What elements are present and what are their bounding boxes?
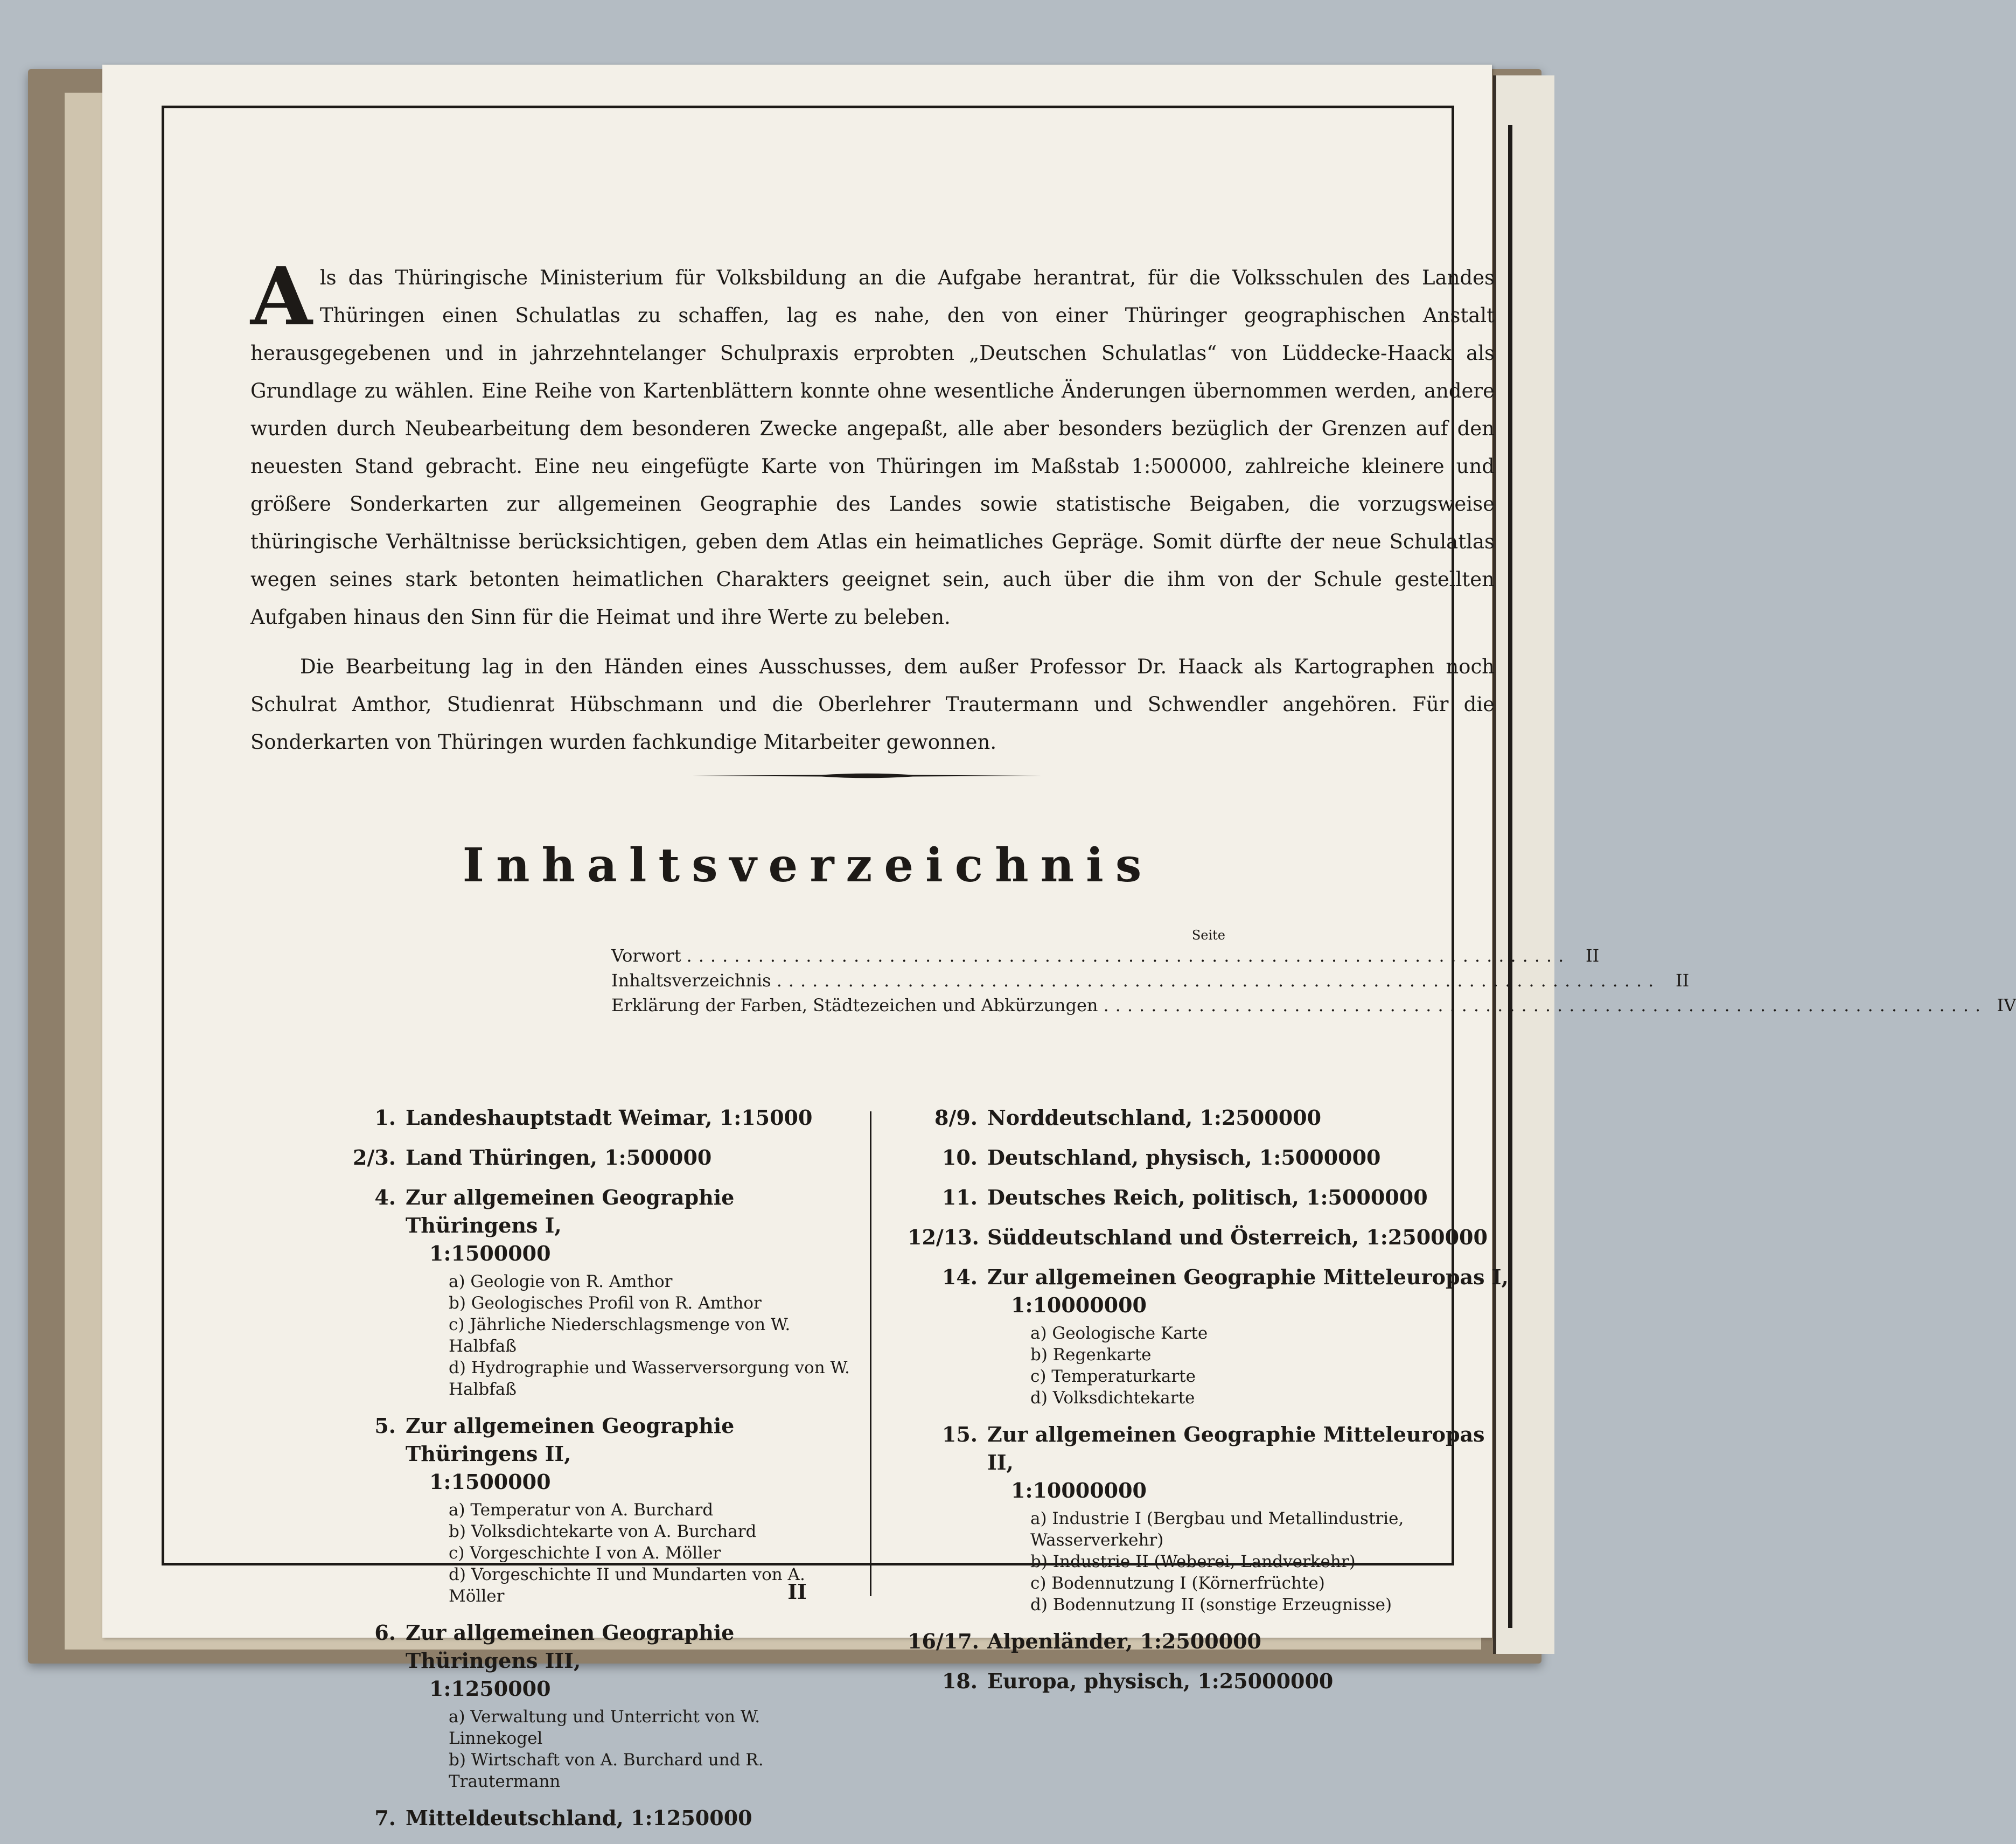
toc-entry (315, 1804, 854, 1832)
preface-paragraph-1 (250, 249, 1495, 636)
sub-map-item: d) Volksdichtekarte (1030, 1388, 1195, 1408)
sub-map-item: a) Geologische Karte (1030, 1324, 1208, 1343)
seite-label: Seite (1191, 928, 1225, 943)
entry-title: Zur allgemeinen Geographie Mitteleuropas II, (987, 1422, 1485, 1474)
sub-map-list (449, 1706, 854, 1792)
sub-map-item: a) Geologie von R. Amthor (449, 1272, 673, 1291)
entry-scale: 1:10000000 (1011, 1478, 1147, 1502)
entry-title: Deutschland, physisch, 1:5000000 (987, 1145, 1381, 1170)
toc-left-column (315, 1104, 854, 1844)
entry-number: 7. (374, 1806, 396, 1830)
front-matter-row (611, 943, 1600, 968)
entry-number: 15. (941, 1422, 978, 1446)
page-frame (162, 106, 2016, 1830)
front-matter-label: Inhaltsverzeichnis (611, 970, 771, 991)
toc-entry (315, 1619, 854, 1792)
entry-number: 1. (374, 1105, 396, 1130)
entry-title: Deutsches Reich, politisch, 1:5000000 (987, 1185, 1428, 1209)
front-matter-label: Vorwort (611, 945, 681, 966)
leader-dots: .......................................................................... (776, 970, 1661, 991)
front-matter-page: II (1676, 970, 1690, 991)
toc-entry (908, 1627, 1511, 1655)
toc-entry (908, 1184, 1511, 1212)
sub-map-item: d) Vorgeschichte II und Mundarten von A. Möller (449, 1565, 805, 1606)
preface-paragraph-2: Die Bearbeitung lag in den Händen eines Ausschusses, dem außer Professor Dr. Haack als Kartographen noch Schulrat Amthor, Studienrat Hübschmann und die Oberlehrer Trautermann und Schwendler angehören. Für die Sonderkarten von Thüringen wurden fachkundige Mitarbeiter gewonnen. (250, 655, 1495, 754)
entry-title: Land Thüringen, 1:500000 (406, 1145, 712, 1170)
entry-title: Mitteldeutschland, 1:1250000 (406, 1806, 752, 1830)
entry-title: Alpenländer, 1:2500000 (987, 1629, 1261, 1653)
toc-entry (908, 1144, 1511, 1172)
entry-scale: 1:1500000 (429, 1470, 551, 1494)
entry-title: Landeshauptstadt Weimar, 1:15000 (406, 1105, 813, 1130)
sub-map-item: d) Hydrographie und Wasserversorgung von W. Halbfaß (449, 1358, 850, 1399)
entry-title: Süddeutschland und Österreich, 1:2500000 (987, 1225, 1488, 1249)
toc-entry (908, 1263, 1511, 1409)
toc-entry (315, 1184, 854, 1400)
sub-map-item: c) Jährliche Niederschlagsmenge von W. Halbfaß (449, 1315, 791, 1356)
sub-map-list (1030, 1323, 1511, 1409)
entry-title: Zur allgemeinen Geographie Mitteleuropas I, (987, 1265, 1509, 1289)
entry-number: 10. (941, 1145, 978, 1170)
toc-entry (908, 1667, 1511, 1695)
entry-number: 12/13. (908, 1225, 979, 1249)
entry-number: 8/9. (934, 1105, 978, 1130)
entry-number: 18. (941, 1669, 978, 1693)
sub-map-item: b) Volksdichtekarte von A. Burchard (449, 1522, 757, 1541)
toc-entry (315, 1104, 854, 1132)
toc-right-column (908, 1104, 1511, 1707)
ornamental-divider (692, 772, 1042, 780)
entry-number: 16/17. (908, 1629, 979, 1653)
entry-number: 4. (374, 1185, 396, 1209)
entry-title: Zur allgemeinen Geographie Thüringens I, (406, 1185, 735, 1237)
entry-scale: 1:1500000 (429, 1241, 551, 1265)
sub-map-list (449, 1271, 854, 1400)
entry-title: Zur allgemeinen Geographie Thüringens III, (406, 1620, 735, 1673)
sub-map-item: c) Temperaturkarte (1030, 1367, 1196, 1386)
atlas-page (102, 65, 2016, 1830)
entry-number: 14. (941, 1265, 978, 1289)
front-matter-label: Erklärung der Farben, Städtezeichen und Abkürzungen (611, 995, 1098, 1015)
toc-entry (908, 1223, 1511, 1251)
sub-map-item: c) Bodennutzung I (Körnerfrüchte) (1030, 1574, 1325, 1593)
front-matter-page: IV (1997, 995, 2016, 1015)
sub-map-item: a) Temperatur von A. Burchard (449, 1500, 714, 1520)
sub-map-item: a) Verwaltung und Unterricht von W. Linnekogel (449, 1707, 761, 1748)
sub-map-item: a) Industrie I (Bergbau und Metallindustrie, Wasserverkehr) (1030, 1509, 1404, 1550)
sub-map-item: b) Geologisches Profil von R. Amthor (449, 1293, 762, 1313)
page-number: II (787, 1579, 807, 1604)
sub-map-item: b) Regenkarte (1030, 1345, 1152, 1365)
sub-map-item: c) Vorgeschichte I von A. Möller (449, 1543, 721, 1563)
dropcap: A (250, 249, 312, 343)
front-matter-row (611, 993, 2016, 1018)
front-matter-row (611, 968, 1690, 993)
entry-scale: 1:10000000 (1011, 1293, 1147, 1317)
front-matter-page: II (1585, 945, 1600, 966)
sub-map-item: b) Industrie II (Weberei, Landverkehr) (1030, 1552, 1356, 1571)
entry-number: 6. (374, 1620, 396, 1645)
sub-map-item: d) Bodennutzung II (sonstige Erzeugnisse) (1030, 1595, 1392, 1615)
preface (250, 249, 1495, 773)
entry-title: Europa, physisch, 1:25000000 (987, 1669, 1334, 1693)
entry-number: 2/3. (353, 1145, 396, 1170)
toc-title: Inhaltsverzeichnis (462, 838, 1154, 893)
column-separator (870, 1111, 871, 1596)
entry-scale: 1:1250000 (429, 1676, 551, 1701)
entry-title: Zur allgemeinen Geographie Thüringens II, (406, 1414, 735, 1466)
entry-title: Norddeutschland, 1:2500000 (987, 1105, 1322, 1130)
toc-entry (908, 1104, 1511, 1132)
toc-entry (315, 1144, 854, 1172)
sub-map-item: b) Wirtschaft von A. Burchard und R. Trautermann (449, 1750, 764, 1791)
leader-dots: .......................................................................... (686, 945, 1571, 966)
entry-number: 11. (941, 1185, 978, 1209)
leader-dots: .......................................................................... (1103, 995, 1987, 1015)
entry-number: 5. (374, 1414, 396, 1438)
toc-entry (315, 1412, 854, 1607)
preface-text-1: ls das Thüringische Ministerium für Volksbildung an die Aufgabe herantrat, für die Volksschulen des Landes Thüringen einen Schulatlas zu schaffen, lag es nahe, den von einer Thüringer geographischen Anstalt herausgegebenen und in jahrzehntelanger Schulpraxis erprobten „Deutschen Schulatlas“ von Lüddecke-Haack als Grundlage zu wählen. Eine Reihe von Kartenblättern konnte ohne wesentliche Änderungen übernommen werden, andere wurden durch Neubearbeitung dem besonderen Zwecke angepaßt, alle aber besonders bezüglich der Grenzen auf den neuesten Stand gebracht. Eine neu eingefügte Karte von Thüringen im Maßstab 1:500000, zahlreiche kleinere und größere Sonderkarten zur allgemeinen Geographie des Landes sowie statistische Beigaben, die vorzugsweise thüringische Verhältnisse berücksichtigen, geben dem Atlas ein heimatliches Gepräge. Somit dürfte der neue Schulatlas wegen seines stark betonten heimatlichen Charakters geeignet sein, auch über die ihm von der Schule gestellten Aufgaben hinaus den Sinn für die Heimat und ihre Werte zu beleben. (250, 266, 1495, 629)
front-matter-list (611, 927, 2016, 1018)
